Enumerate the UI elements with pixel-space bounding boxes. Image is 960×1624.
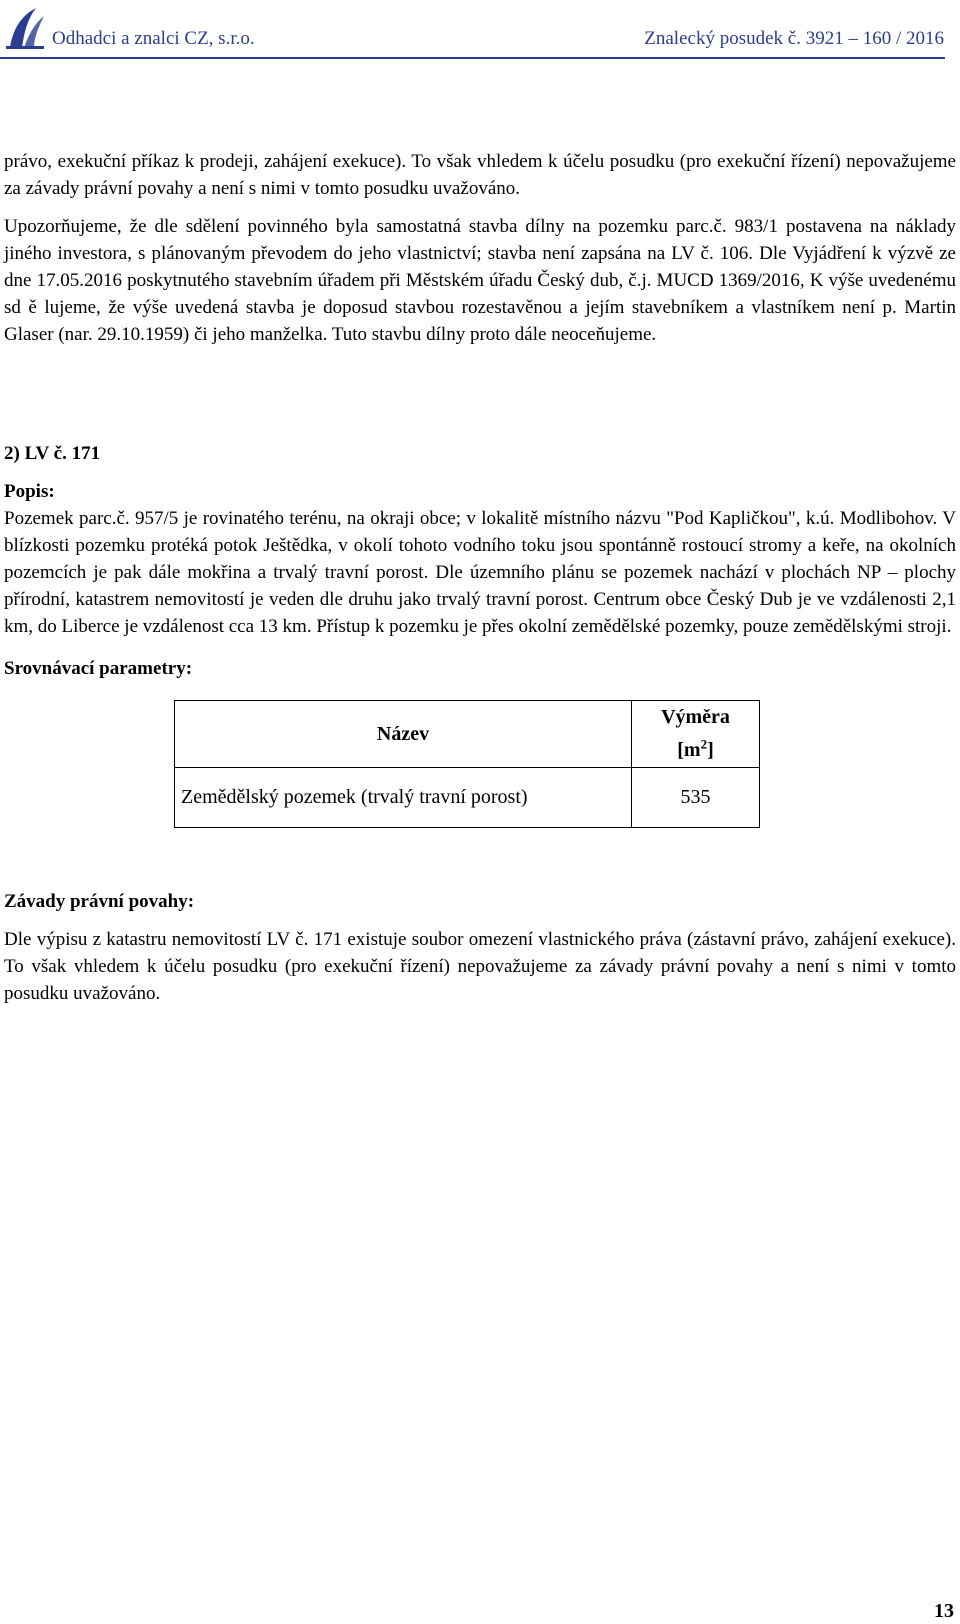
- page-content: [4, 148, 956, 1007]
- popis-paragraph: Pozemek parc.č. 957/5 je rovinatého terénu, na okraji obce; v lokalitě místního názvu "Pod Kapličkou", k.ú. Modlibohov. V blízkosti pozemku protéká potok Ještědka, v okolí tohoto vodního toku jsou spontánně rostoucí stromy a keře, na okolních pozemcích je pak dále mokřina a trvalý travní porost. Dle územního plánu se pozemek nachází v plochách NP – plochy přírodní, katastrem nemovitostí je veden dle druhu jako trvalý travní porost. Centrum obce Český Dub je ve vzdálenosti 2,1 km, do Liberce je vzdálenost cca 13 km. Přístup k pozemku je přes okolní zemědělské pozemky, pouze zemědělskými stroji.: [4, 508, 956, 637]
- company-name: Odhadci a znalci CZ, s.r.o.: [52, 28, 255, 49]
- zavady-heading: Závady právní povahy:: [4, 891, 195, 912]
- col-header-area-unit: $[m^2]$: [677, 736, 714, 762]
- col-header-area: [632, 701, 760, 768]
- header-divider: [0, 57, 945, 59]
- page-header: [0, 0, 960, 62]
- table-row: [175, 768, 760, 828]
- table-header-row: [175, 701, 760, 768]
- section-title-lv171: 2) LV č. 171: [4, 443, 101, 464]
- col-header-name: Název: [175, 701, 632, 768]
- report-number: Znalecký posudek č. 3921 – 160 / 2016: [644, 28, 944, 49]
- cell-name: Zemědělský pozemek (trvalý travní porost): [175, 768, 632, 828]
- paragraph-continuation: právo, exekuční příkaz k prodeji, zahájení exekuce). To však vhledem k účelu posudku (pro exekuční řízení) nepovažujeme za závady právní povahy a není s nimi v tomto posudku uvažováno.: [4, 151, 956, 199]
- popis-heading: Popis:: [4, 481, 55, 502]
- cell-area: 535: [632, 768, 760, 828]
- paragraph-notice: Upozorňujeme, že dle sdělení povinného byla samostatná stavba dílny na pozemku parc.č. 983/1 postavena na náklady jiného investora, s plánovaným převodem do jeho vlastnictví; stavba není zapsána na LV č. 106. Dle Vyjádření k výzvě ze dne 17.05.2016 poskytnutého stavebním úřadem při Městském úřadu Český dub, č.j. MUCD 1369/2016, K výše uvedenému sd ě lujeme, že výše uvedená stavba je doposud stavbou rozestavěnou a jejím stavebníkem a vlastníkem není p. Martin Glaser (nar. 29.10.1959) či jeho manželka. Tuto stavbu dílny proto dále neoceňujeme.: [4, 216, 956, 345]
- params-heading: Srovnávací parametry:: [4, 658, 193, 679]
- company-logo-icon: [4, 2, 46, 52]
- params-table: [174, 700, 760, 828]
- zavady-paragraph: Dle výpisu z katastru nemovitostí LV č. 171 existuje soubor omezení vlastnického práva (zástavní právo, zahájení exekuce). To však vhledem k účelu posudku (pro exekuční řízení) nepovažujeme za závady právní povahy a není s nimi v tomto posudku uvažováno.: [4, 929, 956, 1004]
- page-number: 13: [934, 1600, 954, 1622]
- col-header-area-label: Výměra: [661, 705, 730, 728]
